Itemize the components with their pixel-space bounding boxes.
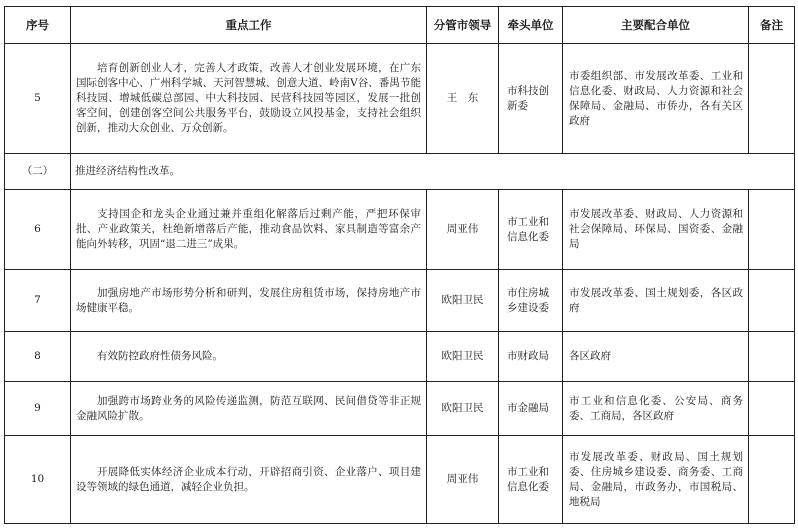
row-seq: 6 [5, 190, 71, 270]
row-partners: 市发展改革委、财政局、国土规划委、住房城乡建设委、商务委、工商局、金融局，市政务办，市国税局、地税局 [563, 436, 749, 524]
row-leader: 欧阳卫民 [427, 382, 499, 436]
row-lead-unit: 市财政局 [499, 332, 563, 382]
row-seq: 9 [5, 382, 71, 436]
row-work: 加强跨市场跨业务的风险传递监测，防范互联网、民间借贷等非正规金融风险扩散。 [71, 382, 427, 436]
row-note [749, 270, 795, 332]
table-row [5, 436, 795, 524]
row-lead-unit: 市工业和信息化委 [499, 190, 563, 270]
row-work: 开展降低实体经济企业成本行动，开辟招商引资、企业落户、项目建设等领域的绿色通道，减轻企业负担。 [71, 436, 427, 524]
row-work: 有效防控政府性债务风险。 [71, 332, 427, 382]
header-partners: 主要配合单位 [563, 7, 749, 44]
row-leader: 欧阳卫民 [427, 332, 499, 382]
row-lead-unit: 市金融局 [499, 382, 563, 436]
row-lead-unit: 市工业和信息化委 [499, 436, 563, 524]
row-seq: 8 [5, 332, 71, 382]
row-partners: 市委组织部、市发展改革委、工业和信息化委、财政局、人力资源和社会保障局、金融局、市侨办，各有关区政府 [563, 44, 749, 154]
row-leader: 王 东 [427, 44, 499, 154]
row-work: 加强房地产市场形势分析和研判，发展住房租赁市场，保持房地产市场健康平稳。 [71, 270, 427, 332]
row-seq: 5 [5, 44, 71, 154]
row-partners: 市发展改革委、国土规划委，各区政府 [563, 270, 749, 332]
row-partners: 市发展改革委、财政局、人力资源和社会保障局、环保局、国资委、金融局 [563, 190, 749, 270]
table-header-row [5, 7, 795, 44]
row-partners: 市工业和信息化委、公安局、商务委、工商局，各区政府 [563, 382, 749, 436]
header-leader: 分管市领导 [427, 7, 499, 44]
row-note [749, 382, 795, 436]
row-note [749, 436, 795, 524]
work-plan-table [4, 6, 795, 524]
row-work: 培育创新创业人才，完善人才政策，改善人才创业发展环境，在广东国际创客中心、广州科学城、天河智慧城、创意大道、岭南V谷、番禺节能科技园、增城低碳总部园、中大科技园、民营科技园等园区，发展一批创客空间，创建创客空间公共服务平台，鼓励设立风投基金，支持社会组织创新，推动大众创业、万众创新。 [71, 44, 427, 154]
header-work: 重点工作 [71, 7, 427, 44]
row-note [749, 190, 795, 270]
row-note [749, 332, 795, 382]
table-row [5, 190, 795, 270]
table-row [5, 270, 795, 332]
row-lead-unit: 市科技创新委 [499, 44, 563, 154]
row-leader: 周亚伟 [427, 436, 499, 524]
row-partners: 各区政府 [563, 332, 749, 382]
table-row [5, 332, 795, 382]
section-seq: （二） [5, 154, 71, 190]
row-seq: 10 [5, 436, 71, 524]
row-leader: 周亚伟 [427, 190, 499, 270]
row-seq: 7 [5, 270, 71, 332]
header-lead-unit: 牵头单位 [499, 7, 563, 44]
row-lead-unit: 市住房城乡建设委 [499, 270, 563, 332]
header-note: 备注 [749, 7, 795, 44]
row-work: 支持国企和龙头企业通过兼并重组化解落后过剩产能，严把环保审批、产业政策关，杜绝新增落后产能，推动食品饮料、家具制造等富余产能向外转移，巩固“退二进三”成果。 [71, 190, 427, 270]
row-leader: 欧阳卫民 [427, 270, 499, 332]
row-note [749, 44, 795, 154]
section-row [5, 154, 795, 190]
section-title: 推进经济结构性改革。 [71, 154, 795, 190]
header-seq: 序号 [5, 7, 71, 44]
table-row [5, 382, 795, 436]
table-row [5, 44, 795, 154]
